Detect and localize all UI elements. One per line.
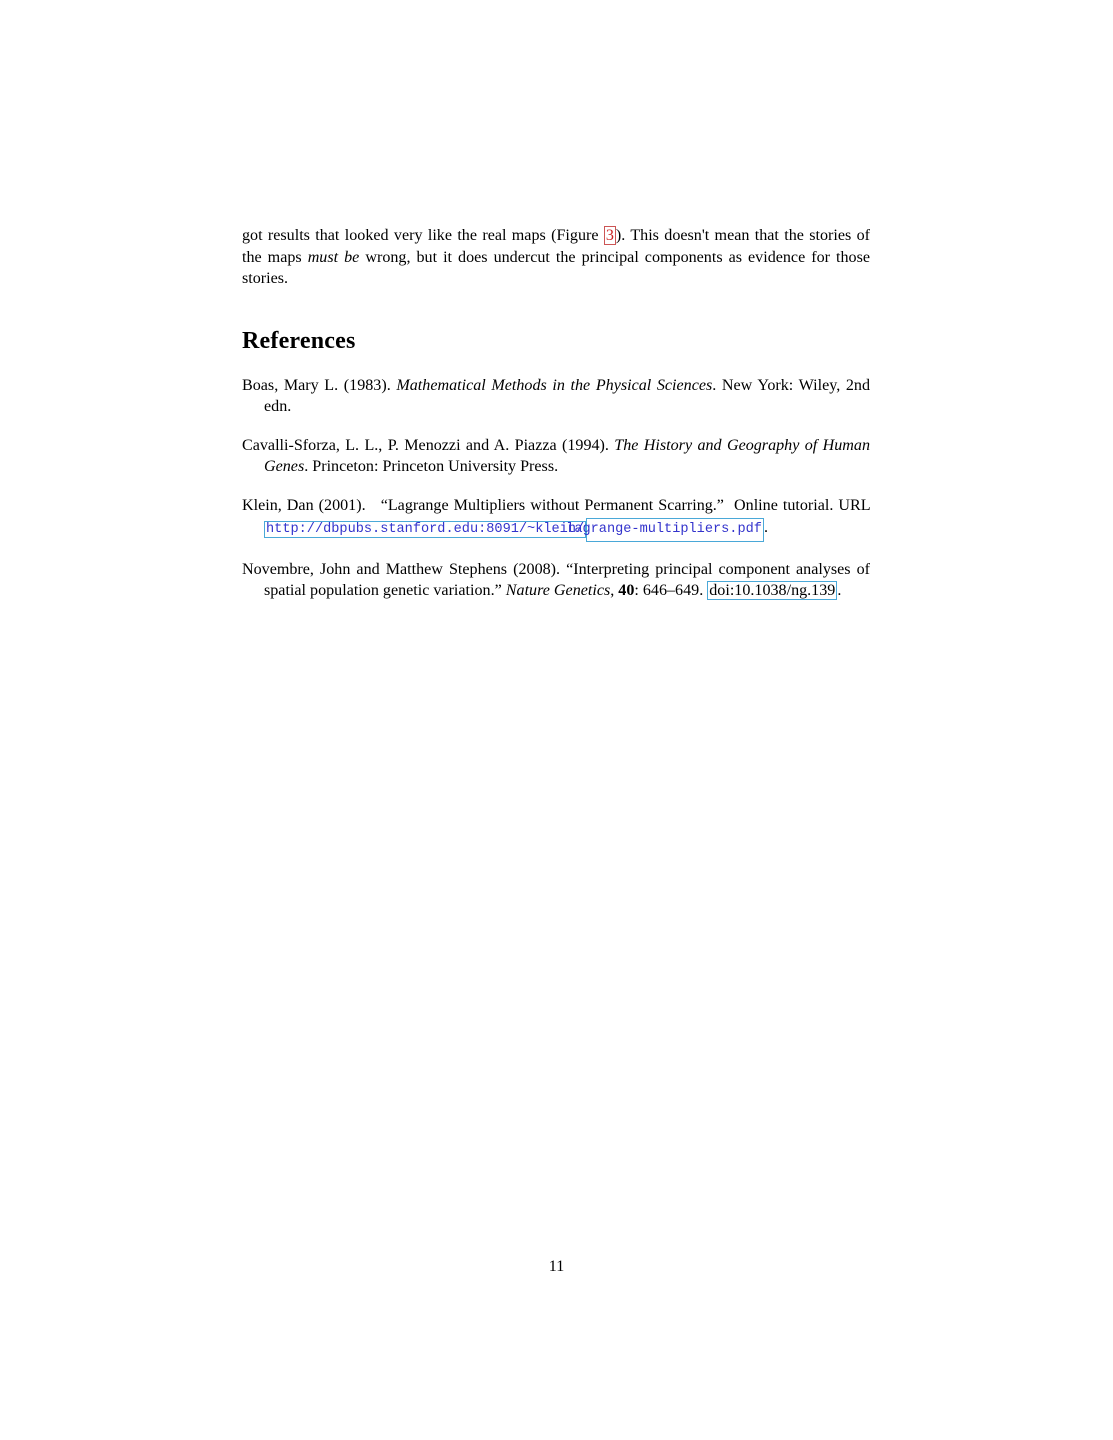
body-paragraph: [242, 225, 870, 290]
reference-doi-link[interactable]: doi:10.1038/ng.139: [709, 582, 836, 599]
reference-title-quoted: “Interpreting principal component analyses of spatial population genetic variation.”: [264, 560, 871, 599]
reference-title-quoted: “Lagrange Multipliers without Permanent Scarring.”: [380, 496, 724, 514]
paragraph-text-part2: ). This doesn't mean that the stories of the maps: [242, 227, 871, 266]
reference-tail: .: [763, 519, 768, 536]
reference-authors-year: Cavalli-Sforza, L. L., P. Menozzi and A. Piazza (1994).: [242, 436, 615, 454]
reference-item: [242, 495, 870, 542]
references-heading: References: [242, 327, 356, 354]
reference-volume: 40: [618, 582, 635, 599]
reference-note: Online tutorial. URL: [734, 496, 870, 514]
reference-url-link-line1[interactable]: http://dbpubs.stanford.edu:8091/~klein/: [266, 522, 585, 537]
reference-title: The History and Geography of Human Genes: [264, 436, 870, 475]
paragraph-text-part1: got results that looked very like the real maps (Figure: [242, 227, 604, 244]
references-list: [242, 375, 870, 602]
reference-authors-year: Klein, Dan (2001).: [242, 496, 366, 514]
reference-item: [242, 559, 870, 602]
reference-title: Mathematical Methods in the Physical Sciences: [396, 376, 713, 394]
references-heading-wrap: [242, 328, 870, 355]
reference-journal: Nature Genetics: [505, 582, 611, 599]
page-number: 11: [548, 1258, 565, 1275]
reference-tail: .: [837, 582, 842, 599]
reference-authors-year: Boas, Mary L. (1983).: [242, 376, 397, 394]
page-content: [242, 225, 870, 602]
reference-item: [242, 435, 870, 478]
reference-tail: . Princeton: Princeton University Press.: [304, 458, 559, 475]
reference-item: [242, 375, 870, 418]
reference-pages: : 646–649.: [634, 582, 708, 599]
figure-reference-link[interactable]: 3: [605, 227, 614, 244]
reference-volume-separator: ,: [610, 582, 619, 599]
paragraph-text-part3: wrong, but it does undercut the principal components as evidence for those stories.: [242, 248, 871, 287]
reference-authors-year: Novembre, John and Matthew Stephens (2008).: [242, 560, 567, 578]
reference-url-link-line2[interactable]: lagrange-multipliers.pdf: [586, 518, 764, 542]
reference-tail: . New York: Wiley, 2nd edn.: [264, 376, 870, 415]
paragraph-emphasis: must be: [307, 248, 360, 266]
